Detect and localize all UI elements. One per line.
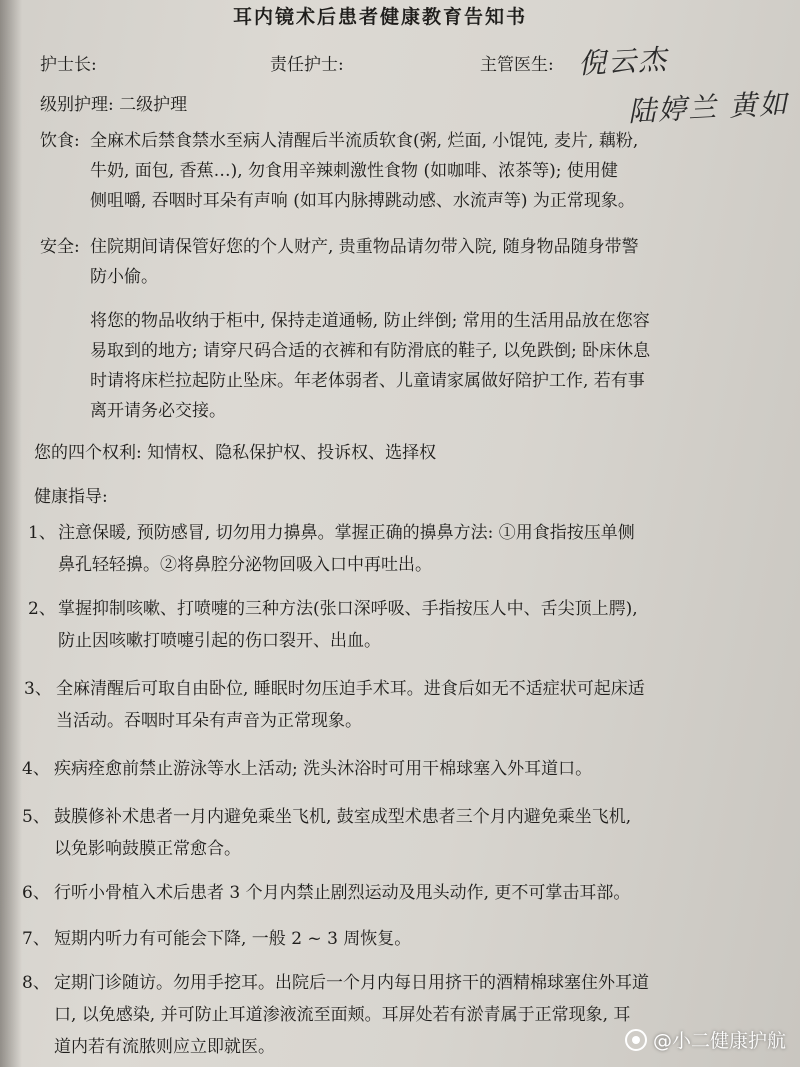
guidance-item-line: 定期门诊随访。勿用手挖耳。出院后一个月内每日用挤干的酒精棉球塞住外耳道 xyxy=(54,973,649,993)
safety-line: 住院期间请保管好您的个人财产, 贵重物品请勿带入院, 随身物品随身带警 xyxy=(90,237,639,257)
guidance-item-line: 全麻清醒后可取自由卧位, 睡眠时勿压迫手术耳。进食后如无不适症状可起床适 xyxy=(56,679,645,699)
safety-line: 易取到的地方; 请穿尺码合适的衣裤和有防滑底的鞋子, 以免跌倒; 卧床休息 xyxy=(90,341,651,361)
attending-doctor-label: 主管医生: xyxy=(480,55,554,75)
guidance-item-line: 掌握抑制咳嗽、打喷嚏的三种方法(张口深呼吸、手指按压人中、舌尖顶上腭), xyxy=(58,599,638,619)
diet-label: 饮食: xyxy=(40,131,80,151)
guidance-item-line: 鼓膜修补术患者一月内避免乘坐飞机, 鼓室成型术患者三个月内避免乘坐飞机, xyxy=(54,807,632,827)
diet-line: 侧咀嚼, 吞咽时耳朵有声响 (如耳内脉搏跳动感、水流声等) 为正常现象。 xyxy=(90,191,635,211)
guidance-item-number: 8、 xyxy=(22,973,50,993)
safety-line: 离开请务必交接。 xyxy=(90,401,226,421)
guidance-item-number: 1、 xyxy=(28,523,56,543)
diet-line: 牛奶, 面包, 香蕉…), 勿食用辛辣刺激性食物 (如咖啡、浓茶等); 使用健 xyxy=(90,161,618,181)
guidance-item-number: 6、 xyxy=(22,883,50,903)
responsible-nurse-label: 责任护士: xyxy=(270,55,344,75)
guidance-item-line: 短期内听力有可能会下降, 一般 2 ~ 3 周恢复。 xyxy=(54,929,412,949)
guidance-item-number: 4、 xyxy=(22,759,50,779)
safety-line: 防小偷。 xyxy=(90,267,158,287)
safety-line: 将您的物品收纳于柜中, 保持走道通畅, 防止绊倒; 常用的生活用品放在您容 xyxy=(90,311,650,331)
patient-rights: 您的四个权利: 知情权、隐私保护权、投诉权、选择权 xyxy=(34,443,437,463)
guidance-item-line: 行听小骨植入术后患者 3 个月内禁止剧烈运动及甩头动作, 更不可掌击耳部。 xyxy=(54,883,631,903)
page-shadow xyxy=(0,0,22,1067)
guidance-item-line: 防止因咳嗽打喷嚏引起的伤口裂开、出血。 xyxy=(58,631,381,651)
guidance-item-line: 注意保暖, 预防感冒, 切勿用力擤鼻。掌握正确的擤鼻方法: ①用食指按压单侧 xyxy=(58,523,635,543)
nurse-signature: 陆婷兰 黄如 xyxy=(627,86,790,129)
guidance-item-number: 3、 xyxy=(24,679,52,699)
watermark xyxy=(625,1026,786,1053)
guidance-item-line: 当活动。吞咽时耳朵有声音为正常现象。 xyxy=(56,711,362,731)
head-nurse-label: 护士长: xyxy=(40,55,97,75)
doctor-signature: 倪云杰 xyxy=(577,42,669,81)
guidance-label: 健康指导: xyxy=(34,487,108,507)
guidance-item-number: 5、 xyxy=(22,807,50,827)
guidance-item-line: 口, 以免感染, 并可防止耳道渗液流至面颊。耳屏处若有淤青属于正常现象, 耳 xyxy=(54,1005,631,1025)
safety-label: 安全: xyxy=(40,237,80,257)
diet-line: 全麻术后禁食禁水至病人清醒后半流质软食(粥, 烂面, 小馄饨, 麦片, 藕粉, xyxy=(90,131,639,151)
watermark-text: @小二健康护航 xyxy=(652,1030,786,1052)
guidance-item-number: 2、 xyxy=(28,599,56,619)
watermark-logo-icon xyxy=(625,1029,647,1051)
guidance-item-number: 7、 xyxy=(22,929,50,949)
guidance-item-line: 鼻孔轻轻擤。②将鼻腔分泌物回吸入口中再吐出。 xyxy=(58,555,432,575)
care-level: 级别护理: 二级护理 xyxy=(40,95,188,115)
guidance-item-line: 疾病痊愈前禁止游泳等水上活动; 洗头沐浴时可用干棉球塞入外耳道口。 xyxy=(54,759,593,779)
safety-line: 时请将床栏拉起防止坠床。年老体弱者、儿童请家属做好陪护工作, 若有事 xyxy=(90,371,645,391)
document-title: 耳内镜术后患者健康教育告知书 xyxy=(232,6,527,28)
guidance-item-line: 以免影响鼓膜正常愈合。 xyxy=(54,839,241,859)
guidance-item-line: 道内若有流脓则应立即就医。 xyxy=(54,1037,275,1057)
